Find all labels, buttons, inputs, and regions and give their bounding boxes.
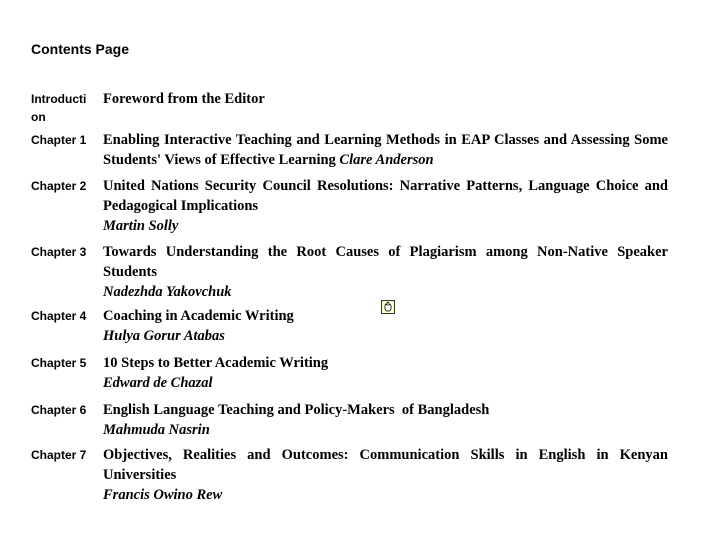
chapter-label: Chapter 3 xyxy=(31,245,87,259)
chapter-author: Hulya Gorur Atabas xyxy=(103,328,225,344)
entry-content xyxy=(103,353,668,393)
chapter-title-link[interactable]: Towards Understanding the Root Causes of Plagiarism among Non-Native Speaker Students xyxy=(103,244,668,280)
chapter-title-link[interactable]: United Nations Security Council Resolutions: Narrative Patterns, Language Choice and Pedagogical Implications xyxy=(103,178,668,214)
chapter-label: Chapter 4 xyxy=(31,309,87,323)
chapter-author: Nadezhda Yakovchuk xyxy=(103,284,232,300)
chapter-author: Martin Solly xyxy=(103,218,179,234)
chapter-title-link[interactable]: Coaching in Academic Writing xyxy=(103,308,294,324)
hand-pointer-icon xyxy=(381,300,395,314)
chapter-author: Clare Anderson xyxy=(339,152,434,168)
chapter-label: Chapter 6 xyxy=(31,403,87,417)
entry-content xyxy=(103,89,668,109)
entry-content xyxy=(103,130,668,170)
chapter-title-link[interactable] xyxy=(103,130,668,170)
chapter-title-link[interactable]: Objectives, Realities and Outcomes: Communication Skills in English in Kenyan Universities xyxy=(103,447,668,483)
entry-content xyxy=(103,400,668,440)
chapter-title-link[interactable]: Foreword from the Editor xyxy=(103,91,265,107)
chapter-label: Chapter 5 xyxy=(31,356,87,370)
chapter-title-link[interactable]: 10 Steps to Better Academic Writing xyxy=(103,355,329,371)
chapter-title-text: Enabling Interactive Teaching and Learning Methods in EAP Classes and Assessing Some Students' Views of Effective Learning xyxy=(103,132,668,168)
chapter-label: Chapter 2 xyxy=(31,179,87,193)
chapter-author: Francis Owino Rew xyxy=(103,487,223,503)
chapter-label: Introduction xyxy=(31,92,87,124)
entry-content xyxy=(103,242,668,302)
chapter-label: Chapter 7 xyxy=(31,448,87,462)
page-title: Contents Page xyxy=(31,41,130,57)
chapter-title-link[interactable]: English Language Teaching and Policy-Makers of Bangladesh xyxy=(103,402,490,418)
chapter-label: Chapter 1 xyxy=(31,133,87,147)
chapter-author: Mahmuda Nasrin xyxy=(103,422,210,438)
entry-content xyxy=(103,445,668,505)
chapter-author: Edward de Chazal xyxy=(103,375,213,391)
entry-content xyxy=(103,176,668,236)
